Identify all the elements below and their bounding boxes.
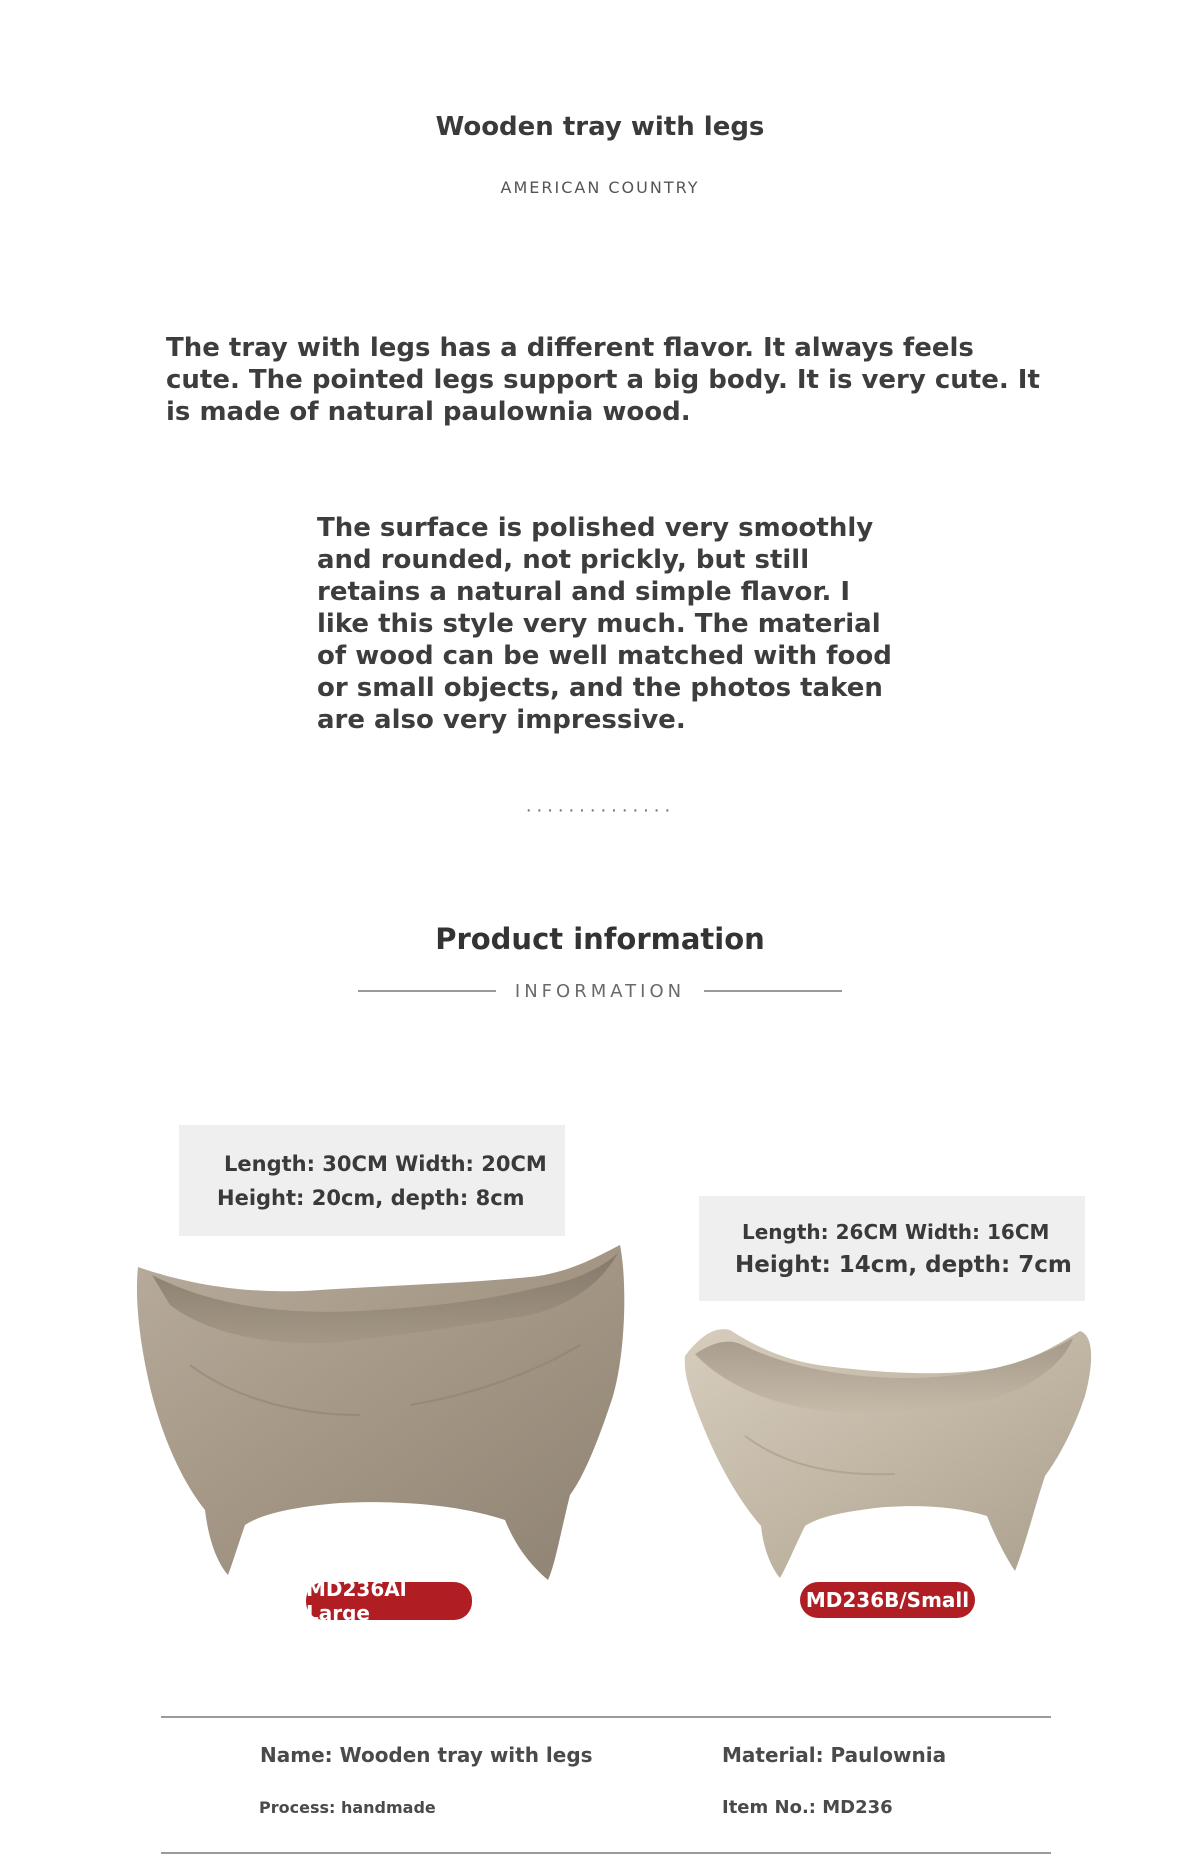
large-dims-line-2: Height: 20cm, depth: 8cm — [217, 1185, 525, 1210]
large-tray-image — [130, 1245, 630, 1585]
page-title: Wooden tray with legs — [435, 112, 765, 142]
small-dims-line-2: Height: 14cm, depth: 7cm — [735, 1251, 1072, 1278]
dotted-separator: ·············· — [525, 799, 675, 821]
large-model-tag: MD236Al Large — [306, 1582, 472, 1620]
large-dims-line-1: Length: 30CM Width: 20CM — [224, 1151, 547, 1176]
section-title: Product information — [435, 922, 765, 956]
intro-paragraph-1: The tray with legs has a different flavor. It always feels cute. The pointed legs support a big body. It is very cute. It is made of natural paulownia wood. — [166, 333, 1040, 427]
divider-line-right — [704, 990, 842, 992]
large-dimensions-box — [179, 1125, 565, 1236]
intro-paragraph-2: The surface is polished very smoothly and rounded, not prickly, but still retains a natural and simple flavor. I like this style very much. The material of wood can be well matched with food or small objects, and the photos taken are also very impressive. — [317, 513, 892, 735]
specs-top-divider — [161, 1716, 1051, 1718]
spec-material: Material: Paulownia — [722, 1743, 947, 1767]
section-subtitle: INFORMATION — [514, 980, 686, 1002]
small-dimensions-box — [699, 1196, 1085, 1301]
small-dims-line-1: Length: 26CM Width: 16CM — [742, 1219, 1050, 1244]
small-model-tag: MD236B/Small — [800, 1582, 975, 1618]
specs-bottom-divider — [161, 1852, 1051, 1854]
brand-label: AMERICAN COUNTRY — [500, 178, 700, 197]
divider-line-left — [358, 990, 496, 992]
small-tray-image — [675, 1316, 1095, 1586]
spec-name: Name: Wooden tray with legs — [260, 1743, 593, 1767]
section-subtitle-row — [358, 976, 842, 1006]
spec-process: Process: handmade — [259, 1798, 436, 1817]
spec-item-no: Item No.: MD236 — [722, 1797, 893, 1818]
